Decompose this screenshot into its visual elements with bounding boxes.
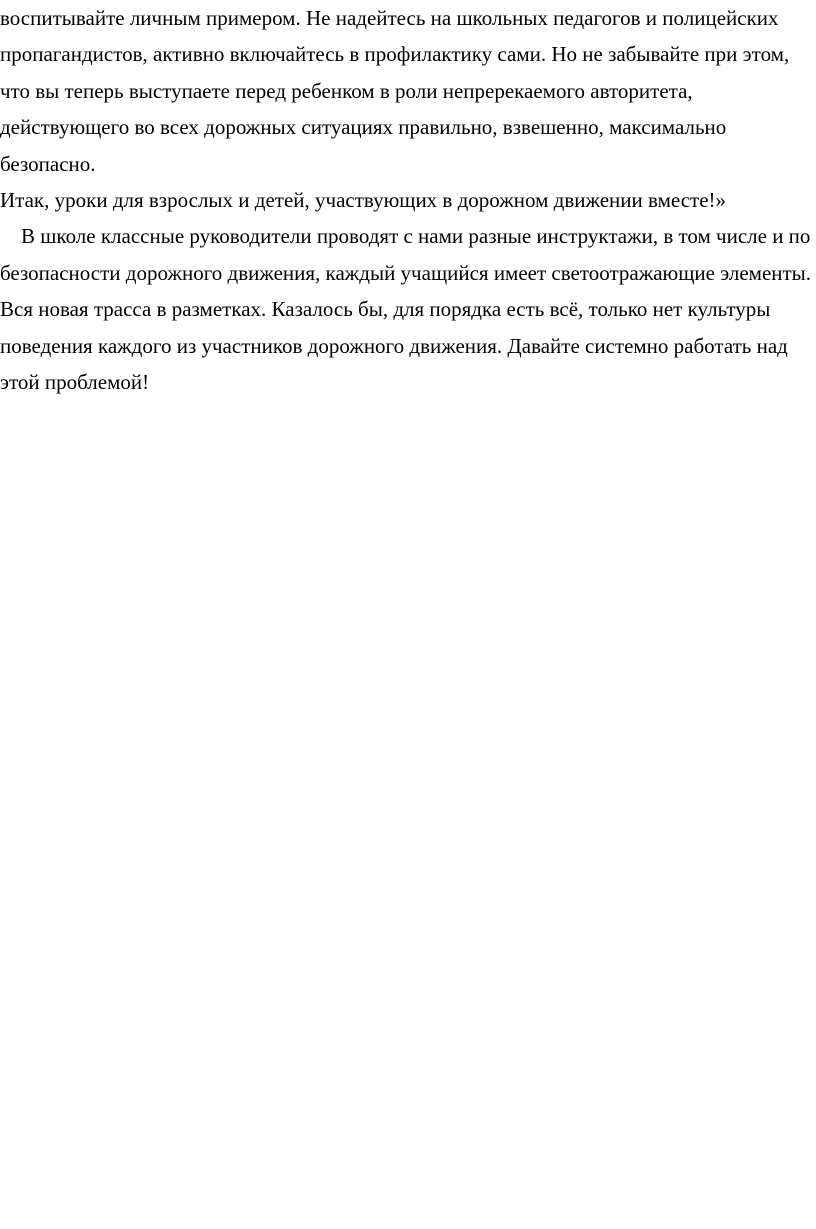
text-line: действующего во всех дорожных ситуациях правильно, взвешенно, максимально (0, 115, 727, 140)
text-line: что вы теперь выступаете перед ребенком в роли непререкаемого авторитета, (0, 78, 693, 103)
text-line: поведения каждого из участников дорожного движения. Давайте системно работать над (0, 333, 788, 358)
text-line: В школе классные руководители проводят с нами разные инструктажи, в том числе и по (0, 224, 811, 249)
body-text (0, 0, 816, 400)
text-line: безопасно. (0, 151, 96, 176)
text-line: Вся новая трасса в разметках. Казалось бы, для порядка есть всё, только нет культуры (0, 297, 771, 322)
text-line: этой проблемой! (0, 369, 150, 394)
text-line: пропагандистов, активно включайтесь в профилактику сами. Но не забывайте при этом, (0, 42, 790, 67)
text-line: воспитывайте личным примером. Не надейтесь на школьных педагогов и полицейских (0, 6, 779, 30)
text-line: безопасности дорожного движения, каждый учащийся имеет светоотражающие элементы. (0, 260, 812, 285)
text-line: Итак, уроки для взрослых и детей, участвующих в дорожном движении вместе!» (0, 187, 727, 212)
